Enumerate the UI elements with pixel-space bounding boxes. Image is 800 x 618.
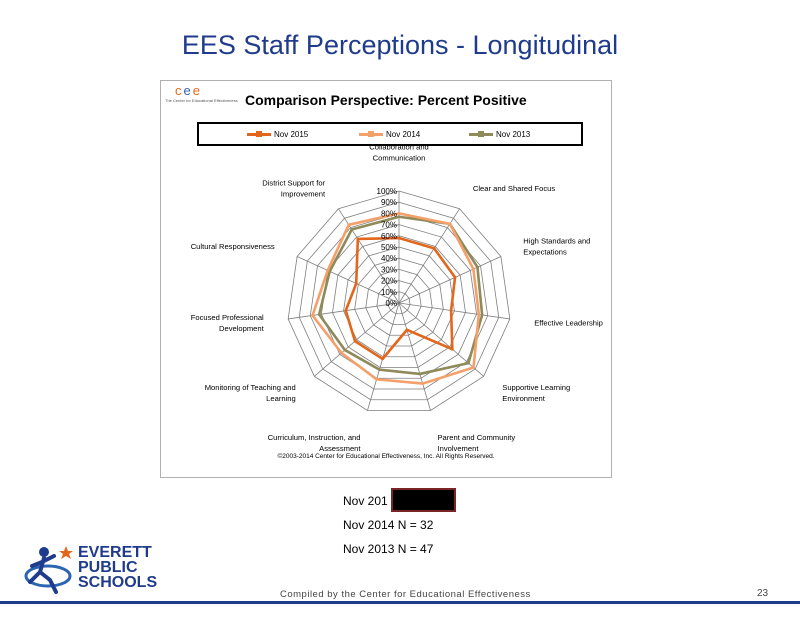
chart-copyright: ©2003-2014 Center for Educational Effectiveness, Inc. All Rights Reserved. (277, 453, 495, 460)
radar-point (481, 314, 484, 317)
radar-point (354, 340, 357, 343)
radar-point (477, 313, 480, 316)
everett-public-schools-logo (22, 542, 172, 600)
note-nov-2015: Nov 201 (343, 494, 388, 508)
radar-series-line (346, 238, 455, 359)
note-nov-2013: Nov 2013 N = 47 (343, 542, 434, 556)
radar-point (467, 362, 470, 365)
radar-point (378, 368, 381, 371)
radar-tick-label: 20% (380, 276, 397, 286)
radar-point (472, 268, 475, 271)
radar-category-label: Parent and Community Involvement (437, 433, 516, 454)
radar-point (344, 309, 347, 312)
cee-logo-subtitle: The Center for Educational Effectiveness (165, 98, 238, 103)
radar-point (398, 215, 401, 218)
radar-category-label: District Support for Improvement (262, 178, 326, 199)
page-number: 23 (757, 588, 769, 599)
radar-spoke (399, 303, 510, 319)
radar-chart (161, 81, 611, 477)
runner-icon (22, 542, 78, 600)
radar-point (355, 282, 358, 285)
radar-point (356, 238, 359, 241)
radar-point (381, 357, 384, 360)
radar-point (472, 366, 475, 369)
radar-tick-label: 30% (380, 265, 397, 275)
radar-tick-label: 40% (380, 254, 397, 264)
radar-category-label: Curriculum, Instruction, and Assessment (267, 433, 361, 454)
radar-category-label: Clear and Shared Focus (472, 184, 556, 194)
radar-category-label: Supportive Learning Environment (502, 382, 571, 403)
radar-point (454, 276, 457, 279)
radar-tick-label: 90% (380, 198, 397, 208)
radar-point (450, 309, 453, 312)
note-nov-2014: Nov 2014 N = 32 (343, 518, 434, 532)
footer-divider (0, 601, 800, 604)
radar-point (347, 223, 350, 226)
radar-tick-label: 0% (385, 299, 397, 308)
radar-category-label: High Standards and Expectations (523, 236, 591, 257)
radar-point (375, 378, 378, 381)
radar-category-label: Focused Professional Development (190, 312, 264, 333)
slide-title: EES Staff Perceptions - Longitudinal (181, 30, 619, 60)
redaction-box (391, 488, 456, 512)
radar-point (343, 349, 346, 352)
chart-title: Comparison Perspective: Percent Positive (245, 92, 527, 108)
radar-tick-label: 100% (376, 187, 397, 196)
cee-logo-letters: cee (175, 83, 202, 98)
eps-logo-text: EVERETT PUBLIC SCHOOLS (78, 544, 158, 591)
footer-note: Compiled by the Center for Educational Effectiveness (280, 589, 531, 600)
radar-tick-label: 50% (380, 243, 397, 252)
radar-category-label: Effective Leadership (534, 318, 603, 328)
radar-point (418, 373, 421, 376)
radar-point (448, 222, 451, 225)
radar-point (476, 266, 479, 269)
radar-spoke (288, 303, 399, 319)
radar-point (398, 237, 401, 240)
radar-point (340, 351, 343, 354)
radar-category-label: Monitoring of Teaching and Learning (204, 382, 296, 403)
legend-item-nov-2014: Nov 2014 (359, 128, 420, 140)
radar-tick-label: 60% (380, 231, 397, 241)
radar-point (421, 382, 424, 385)
radar-point (405, 328, 408, 331)
radar-point (350, 228, 353, 231)
radar-tick-label: 70% (380, 220, 397, 230)
radar-tick-label: 80% (380, 209, 397, 219)
radar-tick-label: 10% (380, 287, 397, 297)
radar-point (318, 313, 321, 316)
radar-category-label: Cultural Responsiveness (190, 242, 275, 252)
legend-item-nov-2015: Nov 2015 (247, 128, 308, 140)
radar-point (311, 314, 314, 317)
radar-point (433, 247, 436, 250)
legend-item-nov-2013: Nov 2013 (469, 128, 530, 140)
radar-point (398, 212, 401, 215)
chart-panel (160, 80, 612, 478)
radar-category-label: Collaboration and Communication (369, 142, 429, 163)
radar-point (326, 269, 329, 272)
radar-point (451, 348, 454, 351)
